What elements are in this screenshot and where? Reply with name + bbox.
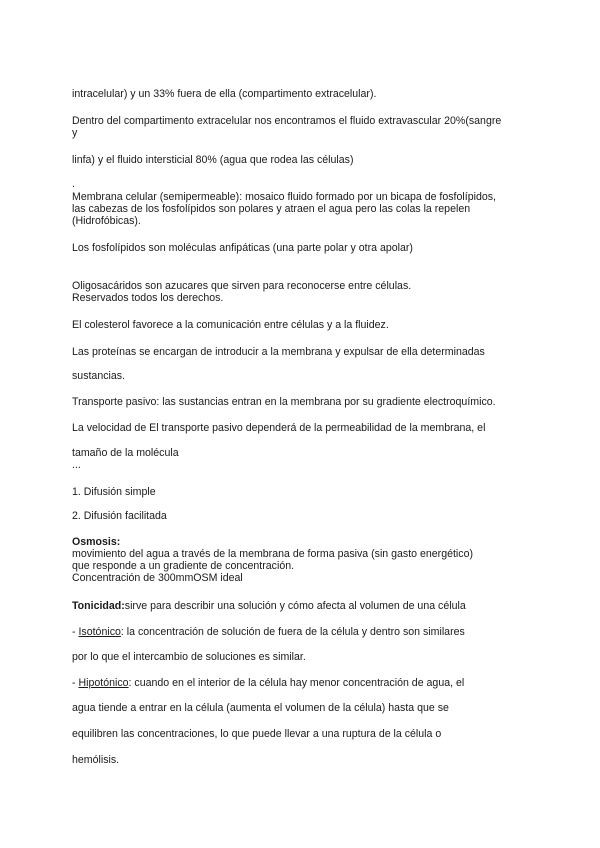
paragraph-extravascular: Dentro del compartimento extracelular nos encontramos el fluido extravascular 20%(sangre (72, 115, 502, 127)
paragraph-compartimento: intracelular) y un 33% fuera de ella (compartimento extracelular). (72, 88, 377, 100)
paragraph-membrana-2: las cabezas de los fosfolípidos son polares y atraen el agua pero las colas la repelen (72, 203, 471, 215)
hipotonico-prefix: - (72, 677, 79, 689)
hipotonico-text: : cuando en el interior de la célula hay menor concentración de agua, el (128, 677, 465, 689)
paragraph-anfipaticas: Los fosfolípidos son moléculas anfipáticas (una parte polar y otra apolar) (72, 242, 413, 254)
paragraph-isotonico-cont: por lo que el intercambio de soluciones es similar. (72, 651, 306, 663)
paragraph-proteinas: Las proteínas se encargan de introducir a la membrana y expulsar de ella determinadas (72, 346, 485, 358)
paragraph-ellipsis: ... (72, 459, 81, 471)
paragraph-tamano: tamaño de la molécula (72, 447, 179, 459)
paragraph-velocidad: La velocidad de El transporte pasivo dependerá de la permeabilidad de la membrana, el (72, 422, 486, 434)
paragraph-hipotonico-cont-1: agua tiende a entrar en la célula (aumenta el volumen de la célula) hasta que se (72, 702, 449, 714)
paragraph-hipotonico-cont-2: equilibren las concentraciones, lo que puede llevar a una ruptura de la célula o (72, 728, 442, 740)
isotonico-text: : la concentración de solución de fuera de la célula y dentro son similares (120, 626, 465, 638)
isotonico-prefix: - (72, 626, 79, 638)
paragraph-oligosacaridos: Oligosacáridos son azucares que sirven para reconocerse entre células. (72, 280, 412, 292)
paragraph-sustancias: sustancias. (72, 370, 125, 382)
paragraph-isotonico (72, 626, 532, 639)
tonicidad-text: sirve para describir una solución y cómo afecta al volumen de una célula (124, 600, 466, 612)
paragraph-osmosis-1: movimiento del agua a través de la membrana de forma pasiva (sin gasto energético) (72, 548, 474, 560)
paragraph-transporte-pasivo: Transporte pasivo: las sustancias entran en la membrana por su gradiente electroquímico. (72, 396, 496, 408)
list-item-difusion-simple: 1. Difusión simple (72, 486, 156, 498)
heading-osmosis: Osmosis: (72, 536, 121, 548)
paragraph-hipotonico-cont-3: hemólisis. (72, 754, 120, 766)
paragraph-extravascular-cont: y (72, 127, 78, 139)
paragraph-tonicidad (72, 600, 532, 613)
paragraph-osmosis-3: Concentración de 300mmOSM ideal (72, 572, 243, 584)
heading-tonicidad: Tonicidad: (72, 600, 125, 612)
list-item-difusion-facilitada: 2. Difusión facilitada (72, 510, 167, 522)
paragraph-osmosis-2: que responde a un gradiente de concentración. (72, 560, 295, 572)
paragraph-intersticial: linfa) y el fluido intersticial 80% (agua que rodea las células) (72, 154, 354, 166)
term-isotonico: Isotónico (78, 626, 121, 638)
term-hipotonico: Hipotónico (78, 677, 129, 689)
paragraph-membrana-1: Membrana celular (semipermeable): mosaico fluido formado por un bicapa de fosfolípidos, (72, 191, 496, 203)
paragraph-colesterol: El colesterol favorece a la comunicación entre células y a la fluidez. (72, 319, 389, 331)
paragraph-membrana-3: (Hidrofóbicas). (72, 215, 141, 227)
paragraph-hipotonico (72, 677, 532, 690)
paragraph-dot: . (72, 178, 75, 190)
paragraph-derechos: Reservados todos los derechos. (72, 292, 224, 304)
